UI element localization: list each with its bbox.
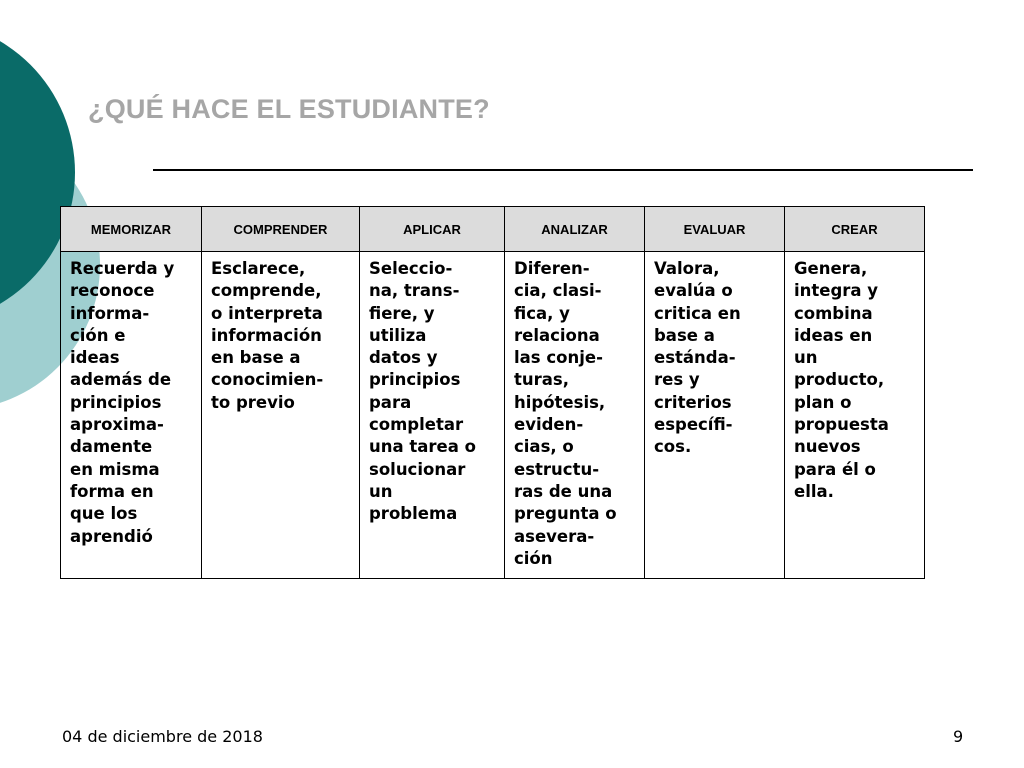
title-divider (153, 169, 973, 171)
bloom-taxonomy-table (60, 206, 925, 579)
header-crear: CREAR (785, 207, 925, 252)
header-evaluar: EVALUAR (645, 207, 785, 252)
page-number: 9 (953, 727, 964, 746)
header-aplicar: APLICAR (360, 207, 505, 252)
cell-memorizar (61, 252, 202, 579)
header-analizar: ANALIZAR (505, 207, 645, 252)
cell-crear-text: Genera, integra y combina ideas en un producto, plan o propuesta nuevos para él o ella. (794, 259, 889, 501)
cell-evaluar-text: Valora, evalúa o critica en base a estánda- res y criterios específi- cos. (654, 259, 741, 457)
cell-aplicar (360, 252, 505, 579)
header-memorizar: MEMORIZAR (61, 207, 202, 252)
footer-date: 04 de diciembre de 2018 (62, 727, 263, 746)
cell-aplicar-text: Seleccio- na, trans- fiere, y utiliza datos y principios para completar una tarea o solucionar un problema (369, 259, 476, 524)
cell-analizar (505, 252, 645, 579)
cell-comprender (202, 252, 360, 579)
table-header-row (61, 207, 925, 252)
header-comprender: COMPRENDER (202, 207, 360, 252)
cell-memorizar-text: Recuerda y reconoce informa- ción e ideas además de principios aproxima- damente en misma forma en que los aprendió (70, 259, 175, 546)
cell-evaluar (645, 252, 785, 579)
cell-crear (785, 252, 925, 579)
slide-title: ¿QUÉ HACE EL ESTUDIANTE? (88, 94, 490, 124)
cell-analizar-text: Diferen- cia, clasi- fica, y relaciona las conje- turas, hipótesis, eviden- cias, o estructu- ras de una pregunta o asevera- ción (514, 259, 617, 568)
table-row (61, 252, 925, 579)
cell-comprender-text: Esclarece, comprende, o interpreta información en base a conocimien- to previo (211, 259, 324, 412)
